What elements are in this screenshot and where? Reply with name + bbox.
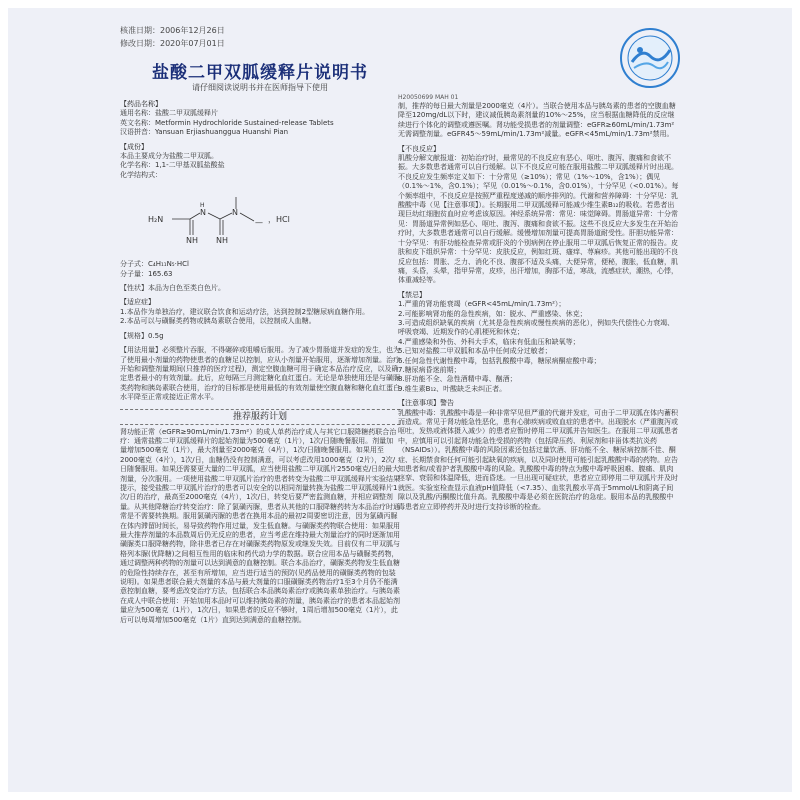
contra-item: 1.严重的肾功能衰竭（eGFR<45mL/min/1.73m²）； <box>398 300 566 309</box>
generic-name: 通用名称：盐酸二甲双胍缓释片 <box>120 109 218 118</box>
section-header: 【注意事项】警告 <box>398 399 454 408</box>
spec-text: 【规格】0.5g <box>120 331 164 340</box>
adverse-text: 肌酸分解文献报道：初始治疗时，最常见的不良反应有恶心、呕吐、腹泻、腹痛和食欲不振。大多数患者通常可以自行缓解。以下不良反应可能在服用盐酸二甲双胍缓释片时出现。不良反应发生频率定义如下：十分常见（≥10%）；常见（1%～10%，含1%）；偶见（0.1%～1%，含0.1%）；罕见（0.01%～0.1%，含0.01%），十分罕见（<0.01%）。每个频率组中，不良反应是按照严重程度递减的顺序排列的。代谢和营养障碍：十分罕见：乳酸酸中毒（见【注意事项】）。长期服用二甲双胍缓释可能减少维生素B₁₂的吸收。若患者出现巨幼红细胞贫血时应考虑该原因。神经系统异常：常见：味觉障碍。胃肠道异常：十分常见：胃肠道异常例如恶心、呕吐、腹泻、腹痛和食欲不振。这些不良反应大多发生在开始治疗时，大多数患者通常可以自行缓解。缓慢增加剂量可提高胃肠道耐受性。肝胆功能异常：十分罕见：有肝功能检查异常或肝炎的个别病例在停止服用二甲双胍后恢复正常的报告。皮肤和皮下组织异常：十分罕见：皮肤反应，例如红斑、瘙痒、荨麻疹。其他可能出现的不良反应包括：胃胀、乏力、消化不良、腹部不适及头痛，大便异常，便秘，腹胀，低血糖，肌痛，头昏，头晕，指甲异常，皮疹，出汗增加，胸部不适，寒战，流感症状，潮热，心悸，体重减轻等。 <box>398 154 679 285</box>
right-column <box>398 102 680 514</box>
leaflet-sheet <box>8 8 792 792</box>
dates-block <box>120 24 225 50</box>
svg-text:N: N <box>232 208 238 218</box>
contra-item: 2.可能影响肾功能的急性疾病，如：脱水、严重感染、休克； <box>398 309 587 318</box>
svg-text:NH: NH <box>216 236 228 246</box>
contra-item: 8.肝功能不全、急性酒精中毒、酗酒； <box>398 375 517 384</box>
structure-hcl: ，HCl <box>268 215 290 225</box>
english-name: 英文名称：Metformin Hydrochloride Sustained-release Tablets <box>120 118 334 127</box>
structure-label: 化学结构式： <box>120 170 162 179</box>
section-header: 【成份】 <box>120 142 148 151</box>
section-dosage-continued <box>398 102 680 140</box>
left-column <box>120 100 400 625</box>
section-spec <box>120 332 400 341</box>
indication-item: 1.本品作为单独治疗，建议联合饮食和运动疗法，达到控制2型糖尿病血糖作用。 <box>120 307 370 316</box>
structure-diagram <box>120 183 320 257</box>
plan-title: 推荐服药计划 <box>120 409 400 425</box>
section-header: 【适应症】 <box>120 298 155 307</box>
section-usage <box>120 346 400 402</box>
caution-text: 乳酸酸中毒：乳酸酸中毒是一种非常罕见但严重的代谢并发症，可由于二甲双胍在体内蓄积而造成。常见于肾功能急性恶化，患有心肺疾病或败血症的患者中。出现脱水（严重腹泻或呕吐，发热或液体摄入减少）的患者应暂时停用二甲双胍并告知医生。在服用二甲双胍患者中，应慎用可以引起肾功能急性受损的药物（包括降压药、利尿剂和非甾体类抗炎药（NSAIDs））。乳酸酸中毒的风险因素还包括过量饮酒、肝功能不全、糖尿病控制不佳、酮症、长期禁食和任何可能引起缺氧的疾病，以及同时使用可能引起乳酸酸中毒的药物。应告知患者和/或看护者乳酸酸中毒的风险。乳酸酸中毒的特点为酸中毒呼吸困难、腹痛、肌肉痉挛、衰弱和体温降低，进而昏迷。一旦出现可疑症状，患者应立即停用二甲双胍片并及时就医。实验室检查显示血液pH值降低（<7.35）、血浆乳酸水平高于5mmol/L和阴离子间隙以及乳酸/丙酮酸比值升高。乳酸酸中毒是必须在医院治疗的急症。服用本品的乳酸酸中毒患者应立即停药并及时进行支持诊断的检查。 <box>398 408 678 511</box>
approve-date: 核准日期：2006年12月26日 <box>120 26 225 35</box>
section-header: 【药品名称】 <box>120 100 162 108</box>
molecular-formula: 分子式：C₄H₁₁N₅·HCl <box>120 260 189 269</box>
section-header: 【禁忌】 <box>398 290 426 299</box>
contra-item: 7.糖尿病昏迷前期； <box>398 365 461 374</box>
svg-text:H: H <box>200 202 205 210</box>
section-cautions <box>398 399 680 512</box>
plan-text: 肾功能正常（eGFR≥90mL/min/1.73m²）的成人单药治疗成人与其它口服降糖药联合治疗：通常盐酸二甲双胍缓释片的起始剂量为500毫克（1片），1次/日随晚餐服用。剂量加量增加500毫克（1片），最大剂量至2000毫克（4片），1次/日随晚餐服用。如果用至2000毫克（4片），1次/日，血糖仍没有控制满意，可以考虑改用1000毫克（2片），2次/日随餐服用。如果还需要更大量的二甲双胍，应当使用盐酸二甲双胍片2550毫克/日的最大剂量，分次服用。一项使用盐酸二甲双胍片治疗的患者转变为盐酸二甲双胍缓释片实验结果提示，接受盐酸二甲双胍片治疗的患者可以安全的以相同剂量转换为盐酸二甲双胍缓释片1次/日的治疗，最高至2000毫克（4片），1次/日，转变后要严密监测血糖，并相应调整剂量。从其他降糖治疗转变治疗：除了氯磺丙脲，患者从其他的口服降糖药转为本品治疗时通常是不需要转换期。服用氯磺丙脲的患者在换用本品的最初2周要密切注意，因为氯磺丙脲在体内滞留时间长，易导致药物作用过量，发生低血糖。与磺脲类药物联合使用：如果服用最大推荐剂量的本品数周后仍无反应的患者，应当考虑在维持最大剂量治疗的同时逐渐加用磺脲类口服降糖药物，除非患者已存在对磺脲类药物原发或继发失效。目前仅有二甲双胍与格列本脲(优降糖)之间相互性用的临床和药代动力学的数据。联合应用本品与磺脲类药物，通过调整两种药物的剂量可以达到满意的血糖控制。联合本品治疗，磺脲类药物发生低血糖的危险性持续存在，甚至有所增加，应当进行适当的预防(见药品使用的磺脲类药物的包装说明)。如果患者联合最大剂量的本品与最大剂量的口服磺脲类药物治疗1至3个月仍不能满意控制血糖，要考虑改变治疗方法，包括联合本品胰岛素治疗或胰岛素单独治疗。与胰岛素在成人中联合使用：开始加用本品时可以维持胰岛素的剂量，胰岛素治疗的患者本品起始剂量应为500毫克（1片），1次/日，如果患者的反应不够时，1周后增加500毫克（1片），此后可以每周增加500毫克（1片）直到达到满意的血糖控制。 <box>120 427 400 624</box>
character-text: 【性状】本品为白色至类白色片。 <box>120 284 225 293</box>
contra-item: 6.任何急性代谢性酸中毒，包括乳酸酸中毒，糖尿病酮症酸中毒； <box>398 356 601 365</box>
contra-item: 4.严重感染和外伤、外科大手术，临床有低血压和缺氧等； <box>398 337 580 346</box>
molecular-weight: 分子量：165.63 <box>120 269 173 278</box>
svg-text:—: — <box>255 218 263 228</box>
section-header: 【不良反应】 <box>398 144 440 153</box>
chemical-name: 化学名称：1,1-二甲基双胍盐酸盐 <box>120 161 225 170</box>
section-contraindications <box>398 291 680 394</box>
section-character <box>120 284 400 293</box>
contra-item: 3.可造成组织缺氧的疾病（尤其是急性疾病或慢性疾病的恶化），例如失代偿性心力衰竭、呼吸衰竭、近期发作的心肌梗死和休克； <box>398 318 675 337</box>
document-code: H20050699 MAH 01 <box>398 94 459 101</box>
pinyin-name: 汉语拼音：Yansuan Erjiashuanggua Huanshi Pian <box>120 128 289 137</box>
chemical-structure <box>120 183 400 257</box>
section-indications <box>120 298 400 326</box>
indication-item: 2.本品可以与磺脲类药物或胰岛素联合使用，以控制成人血糖。 <box>120 317 316 326</box>
dosage-continued-text: 制，推荐的每日最大剂量是2000毫克（4片）。当联合使用本品与胰岛素的患者的空腹血糖降至120mg/dL以下时，建议减低胰岛素剂量的10%～25%，应当根据血糖降低的反应继续进行个体化的调整或遵医嘱。肾功能受损患者的剂量调整：eGFR≥60mL/min/1.73m²无需调整剂量。eGFR45～59mL/min/1.73m²减量。eGFR<45mL/min/1.73m²禁用。 <box>398 102 676 139</box>
brand-logo <box>618 26 682 90</box>
svg-text:N: N <box>200 208 206 218</box>
contra-item: 5.已知对盐酸二甲双胍和本品中任何成分过敏者； <box>398 347 552 356</box>
page-title: 盐酸二甲双胍缓释片说明书 <box>152 63 368 83</box>
contra-item: 9.维生素B₁₂、叶酸缺乏未纠正者。 <box>398 384 507 393</box>
section-adverse <box>398 145 680 286</box>
composition-text: 本品主要成分为盐酸二甲双胍。 <box>120 152 218 161</box>
usage-text: 【用法用量】必须整片吞服，不得碾碎或咀嚼后服用。为了减少胃肠道并发症的发生，也为了使用最小剂量的药物使患者的血糖足以控制，应从小剂量开始服用，逐渐增加剂量。治疗开始和调整剂量期间(只推荐的医疗过程)，测定空腹血糖可用于确定本品治疗反应，以及确定患者最小的有效剂量。此后，应每隔三月测定糖化血红蛋白。无论是单独使用还是与磺脲类药物和胰岛素联合使用，治疗的目标都是使用最低的有效剂量使空腹血糖和糖化血红蛋白水平降至正常或接近正常水平。 <box>120 346 400 402</box>
svg-text:H₂N: H₂N <box>148 215 164 225</box>
svg-text:NH: NH <box>186 236 198 246</box>
page-subtitle: 请仔细阅读说明书并在医师指导下使用 <box>192 83 328 92</box>
section-drug-name <box>120 100 400 138</box>
section-composition <box>120 143 400 279</box>
revise-date: 修改日期：2020年07月01日 <box>120 39 225 48</box>
